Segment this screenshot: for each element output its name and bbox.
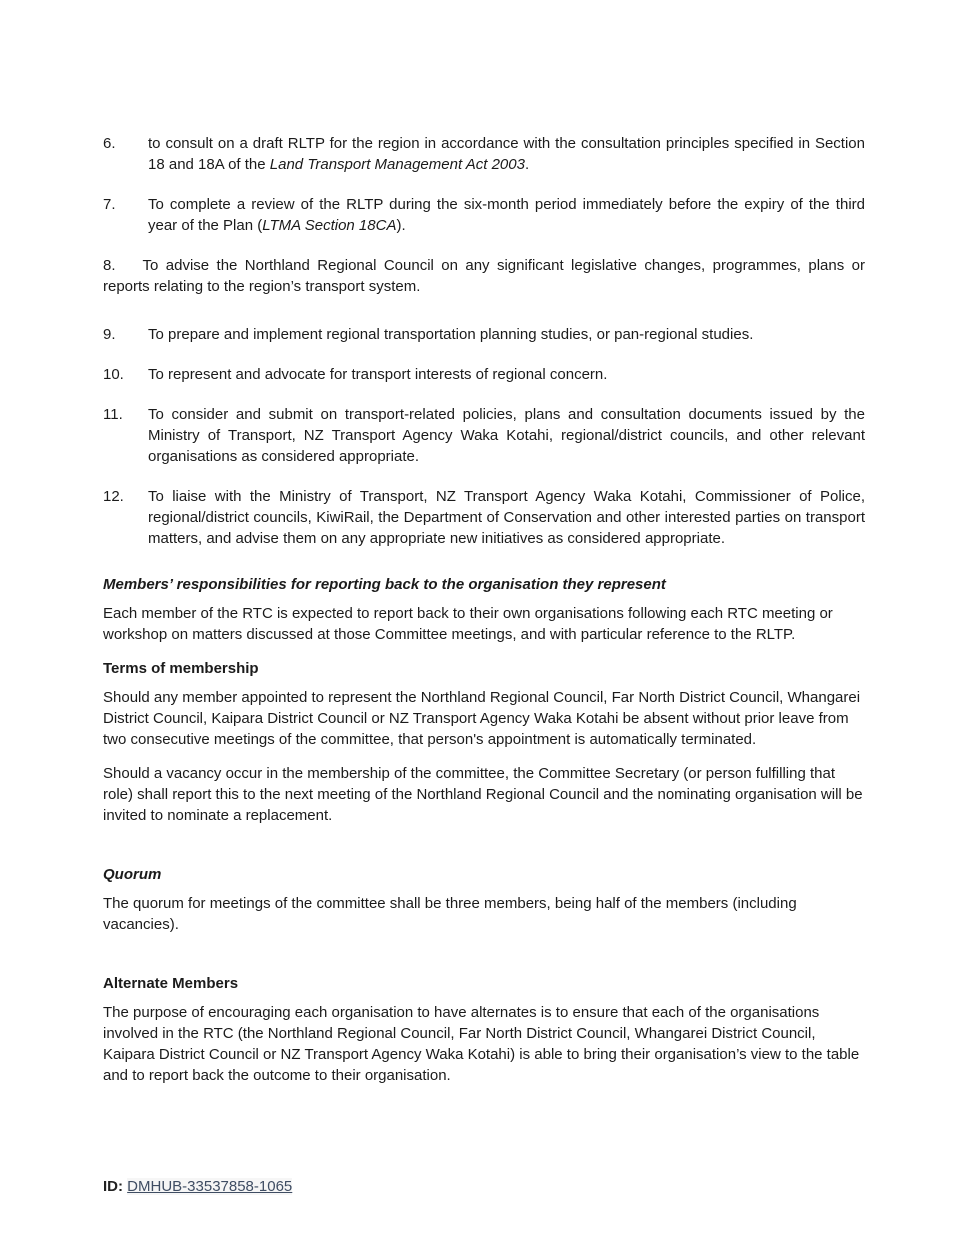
item-number: 6. bbox=[103, 135, 116, 152]
item-text: To prepare and implement regional transportation planning studies, or pan-regional studies. bbox=[148, 326, 754, 343]
quorum-heading: Quorum bbox=[103, 866, 162, 883]
list-item bbox=[103, 364, 865, 385]
members-responsibilities-heading: Members’ responsibilities for reporting back to the organisation they represent bbox=[103, 576, 666, 593]
terms-of-membership-paragraph-2: Should a vacancy occur in the membership of the committee, the Committee Secretary (or person fulfilling that role) shall report this to the next meeting of the Northland Regional Council and the nominating organisation will be invited to nominate a replacement. bbox=[103, 765, 863, 824]
list-item bbox=[103, 486, 865, 549]
terms-of-membership-heading: Terms of membership bbox=[103, 660, 259, 677]
list-item bbox=[103, 133, 865, 175]
numbered-list bbox=[103, 133, 865, 549]
list-item bbox=[103, 404, 865, 467]
alternate-members-paragraph: The purpose of encouraging each organisation to have alternates is to ensure that each of the organisations involved in the RTC (the Northland Regional Council, Far North District Council, Whangarei District Council, Kaipara District Council or NZ Transport Agency Waka Kotahi) is able to bring their organisation’s view to the table and to report back the outcome to their organisation. bbox=[103, 1004, 860, 1084]
terms-of-membership-paragraph-1: Should any member appointed to represent the Northland Regional Council, Far North District Council, Whangarei District Council, Kaipara District Council or NZ Transport Agency Waka Kotahi be absent without prior leave from two consecutive meetings of the committee, that person's appointment is automatically terminated. bbox=[103, 689, 861, 748]
document-id-link[interactable]: DMHUB-33537858-1065 bbox=[127, 1178, 293, 1195]
item-text: To represent and advocate for transport interests of regional concern. bbox=[148, 366, 608, 383]
item-text: To advise the Northland Regional Council on any significant legislative changes, programmes, plans or reports relating to the region’s transport system. bbox=[103, 257, 865, 295]
item-number: 12. bbox=[103, 488, 124, 505]
item-text: to consult on a draft RLTP for the region in accordance with the consultation principles specified in Section 18 and 18A of the Land Transport Management Act 2003. bbox=[148, 135, 865, 173]
list-item bbox=[103, 255, 865, 297]
item-number: 9. bbox=[103, 326, 116, 343]
document-id-footer bbox=[103, 1176, 292, 1197]
sections bbox=[103, 574, 865, 1086]
quorum-paragraph: The quorum for meetings of the committee shall be three members, being half of the members (including vacancies). bbox=[103, 895, 797, 933]
list-item bbox=[103, 194, 865, 236]
list-item bbox=[103, 324, 865, 345]
id-label: ID: bbox=[103, 1178, 123, 1195]
item-text: To consider and submit on transport-related policies, plans and consultation documents issued by the Ministry of Transport, NZ Transport Agency Waka Kotahi, regional/district councils, and other relevant organisations as considered appropriate. bbox=[148, 406, 865, 465]
members-responsibilities-paragraph: Each member of the RTC is expected to report back to their own organisations following each RTC meeting or workshop on matters discussed at those Committee meetings, and with particular reference to the RLTP. bbox=[103, 605, 833, 643]
item-text: To complete a review of the RLTP during the six-month period immediately before the expiry of the third year of the Plan (LTMA Section 18CA). bbox=[148, 196, 865, 234]
alternate-members-heading: Alternate Members bbox=[103, 975, 239, 992]
item-number: 8. bbox=[103, 257, 116, 274]
item-number: 10. bbox=[103, 366, 124, 383]
item-number: 11. bbox=[103, 406, 123, 423]
item-number: 7. bbox=[103, 196, 116, 213]
document-content bbox=[103, 133, 865, 1099]
item-text: To liaise with the Ministry of Transport, NZ Transport Agency Waka Kotahi, Commissioner of Police, regional/district councils, KiwiRail, the Department of Conservation and other interested parties on transport matters, and advise them on any appropriate new initiatives as considered appropriate. bbox=[148, 488, 865, 547]
